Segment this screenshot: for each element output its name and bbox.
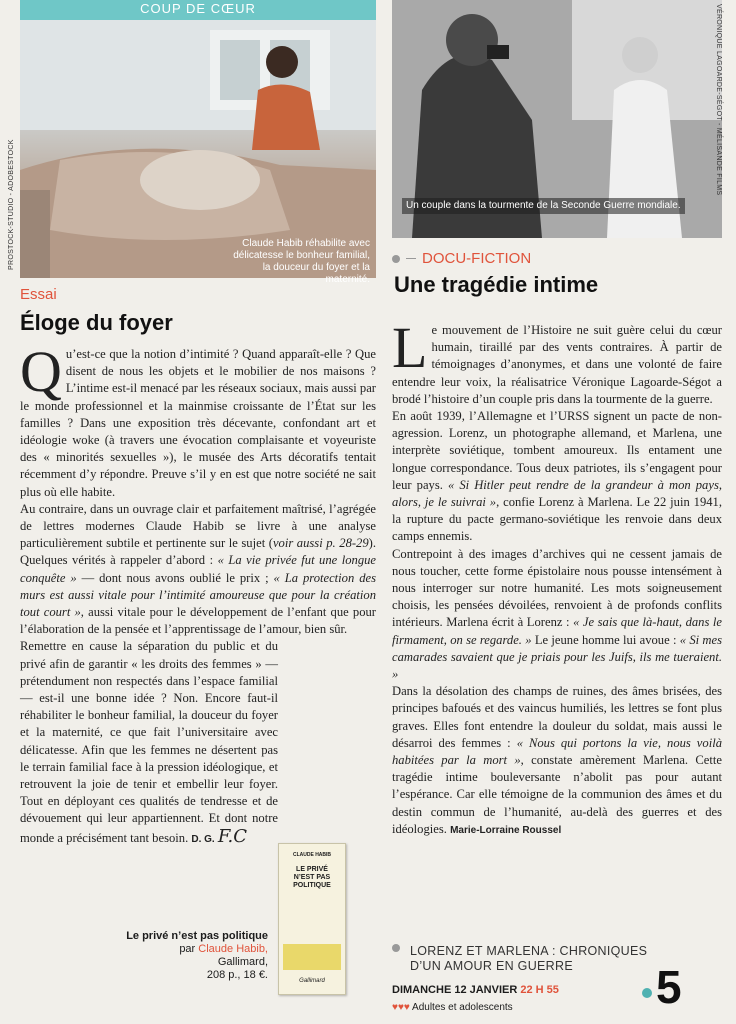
essay-paragraph-3: Remettre en cause la séparation du public et du privé afin de garantir « les droits des femmes » — prétendument non respectés dans l’espace familial — est-il une bonne idée ? Non. Encore faut-il réhabiliter le bonheur familial, la douceur du foyer et la maternité, ce que fait l’universitaire avec délicatesse. Afin que les femmes ne désertent pas le terrain familial face à la pression idéologique, et retrouvent la joie de tenir et embellir leur foyer. Tout en déployant ces qualités de tendresse et de dévouement qui leur appartiennent. Et dont notre monde a précisément tant besoin.: [20, 639, 278, 845]
docu-paragraph-3a: Contrepoint à des images d’archives qui ne cessent jamais de nous toucher, cette forme épistolaire nous pousse intensément à nous interroger sur notre humanité. Les mots soigneusement choisis, les pensées dévoilées, renvoient à de profonds conflits intérieurs. Marlena écrit à Lorenz :: [392, 546, 722, 630]
essay-paragraph-2d: , aussi vitale pour le développement de l’enfant que pour l’élaboration de la pensée et l’apprentissage de l’amour, bien sûr.: [20, 605, 376, 637]
channel-dot-icon: [642, 985, 652, 1003]
essay-paragraph-1: u’est-ce que la notion d’intimité ? Quand apparaît-elle ? Que disent de nous les objets et le mobilier de nos maisons ? L’intime est-il menacé par les réseaux sociaux, mais aussi par le monde professionnel et la mainmise croissante de l’État sur les familles ? Dans une exposition très décevante, confondant art et idéologie woke (à travers une évocation complaisante et voyeuriste des « minorités sexuelles »), le musée des Arts décoratifs tentait récemment d’y répondre. Preuve s’il y en est que notre société ne sait plus où elle habite.: [20, 347, 376, 499]
tv-title-line-1: LORENZ ET MARLENA : CHRONIQUES: [410, 944, 648, 958]
essay-section-label: Essai: [20, 286, 57, 303]
coup-de-coeur-band: COUP DE CŒUR: [20, 0, 376, 20]
tv-marker: [392, 944, 400, 952]
book-cover-title: LE PRIVÉ N’EST PAS POLITIQUE: [293, 866, 331, 889]
tv-date: DIMANCHE 12 JANVIER: [392, 984, 518, 996]
right-photo-credit: VÉRONIQUE LAGOARDE-SÉGOT - MÉLISANDE FILMS: [715, 4, 722, 196]
tv-time: 22 H 55: [520, 984, 559, 996]
right-photo: [392, 0, 722, 238]
book-cover-publisher: Gallimard: [299, 978, 325, 984]
docu-title: Une tragédie intime: [394, 272, 599, 297]
essay-dropcap: Q: [20, 339, 62, 404]
essay-signature: D. G.: [191, 833, 215, 845]
section-dot-icon: [392, 255, 400, 263]
tv-dot-icon: [392, 944, 400, 952]
docu-section-label: DOCU-FICTION: [422, 250, 532, 267]
essay-quote-2: « La protection des murs est aussi vitale pour l’intimité amoureuse que pour la création tout court »: [20, 570, 376, 620]
docu-paragraph-1: e mouvement de l’Histoire ne suit guère celui du cœur humain, tiraillé par des vents contraires. À partir de témoignages d’anonymes, et dans une volonté de faire entendre leur voix, la réalisatrice Véronique Lagoarde-Ségot a brodé l’histoire d’un couple pris dans la tourmente de la guerre.: [392, 323, 722, 406]
tv-title-line-2: D’UN AMOUR EN GUERRE: [410, 959, 573, 973]
book-publisher: Gallimard,: [217, 956, 268, 968]
docu-paragraph-2b: , confie Lorenz à Marlena. Le 22 juin 1941, la rupture du pacte germano-soviétique les renvoie dans deux camps ennemis.: [392, 495, 722, 544]
section-line: [406, 258, 416, 259]
book-info: [126, 930, 268, 982]
docu-quote-2: « Je sais que là-haut, dans le firmament, on se regarde. »: [392, 615, 722, 647]
essay-paragraph-2b: ). Quelques vérités à rappeler d’abord :: [20, 536, 376, 568]
docu-paragraph-4b: , constate amèrement Marlena. Cette tragédie intime bouleversante n’abolit pas pour autant l’espérance. Car elle témoigne de la communion des âmes et du destin commun de l’humanité, au-delà des guerres et des idéologies.: [392, 753, 722, 836]
book-cover: [278, 843, 346, 995]
docu-signature: Marie-Lorraine Roussel: [450, 824, 562, 836]
tv-audience: [392, 1002, 513, 1013]
docu-dropcap: L: [392, 315, 428, 380]
left-photo-credit: PROSTOCK-STUDIO - ADOBESTOCK: [8, 139, 15, 270]
left-photo-caption: Claude Habib réhabilite avec délicatesse le bonheur familial, la douceur du foyer et la maternité.: [233, 238, 370, 285]
tv-audience-label: Adultes et adolescents: [412, 1002, 513, 1013]
essay-paragraph-2c: — dont nous avons oublié le prix ;: [76, 570, 274, 585]
essay-paragraph-2a: Au contraire, dans un ouvrage clair et parfaitement maîtrisé, l’agrégée de lettres modernes Claude Habib se livre à une analyse particulièrement subtile et pertinente sur le sujet (: [20, 501, 376, 551]
left-photo: [20, 0, 376, 285]
essay-quote-1: « La vie privée fut une longue conquête »: [20, 553, 377, 585]
docu-quote-1: « Si Hitler peut rendre de la grandeur à mon pays, alors, je le suivrai »: [392, 477, 722, 510]
docu-section: [392, 250, 531, 267]
handwritten-initials: F.C: [217, 825, 248, 847]
docu-paragraph-4a: Dans la désolation des champs de ruines, des âmes brisées, des principes bafoués et des vaincus humiliés, les lettres se font plus graves. Elles font entendre la douleur du soldat, mais aussi le désarroi des femmes :: [392, 684, 722, 750]
tv-title: [410, 944, 647, 974]
channel-number: 5: [656, 961, 682, 1013]
book-title: Le privé n’est pas politique: [126, 930, 268, 942]
docu-quote-4: « Nous qui portons la vie, nous voilà habitées par la mort »: [392, 735, 722, 768]
book-author: Claude Habib,: [198, 943, 268, 955]
woman-bed-illustration: [20, 0, 376, 278]
tv-schedule: [392, 984, 559, 996]
hearts-icon: ♥♥♥: [392, 1002, 410, 1013]
book-details: 208 p., 18 €.: [206, 969, 268, 981]
right-photo-caption: Un couple dans la tourmente de la Seconde Guerre mondiale.: [402, 198, 685, 214]
essay-ref: voir aussi p. 28-29: [272, 536, 369, 551]
book-by: par: [179, 943, 196, 955]
docu-quote-3: « Si mes camarades savaient que je priais pour les Juifs, ils me tueraient. »: [392, 632, 723, 682]
book-cover-band: [283, 944, 341, 970]
essay-title: Éloge du foyer: [20, 310, 173, 335]
docu-paragraph-2a: En août 1939, l’Allemagne et l’URSS signent un pacte de non-agression. Lorenz, un photographe allemand, et Marlena, une interprète soviétique, tombent amoureux. Ils entament une longue correspondance. Tous deux patriotes, ils s’engagent pour leur pays.: [392, 409, 722, 492]
docu-paragraph-3b: Le jeune homme lui avoue :: [531, 632, 680, 647]
essay-body: [20, 339, 377, 848]
docu-body: [392, 315, 723, 839]
book-cover-author: CLAUDE HABIB: [292, 852, 332, 858]
